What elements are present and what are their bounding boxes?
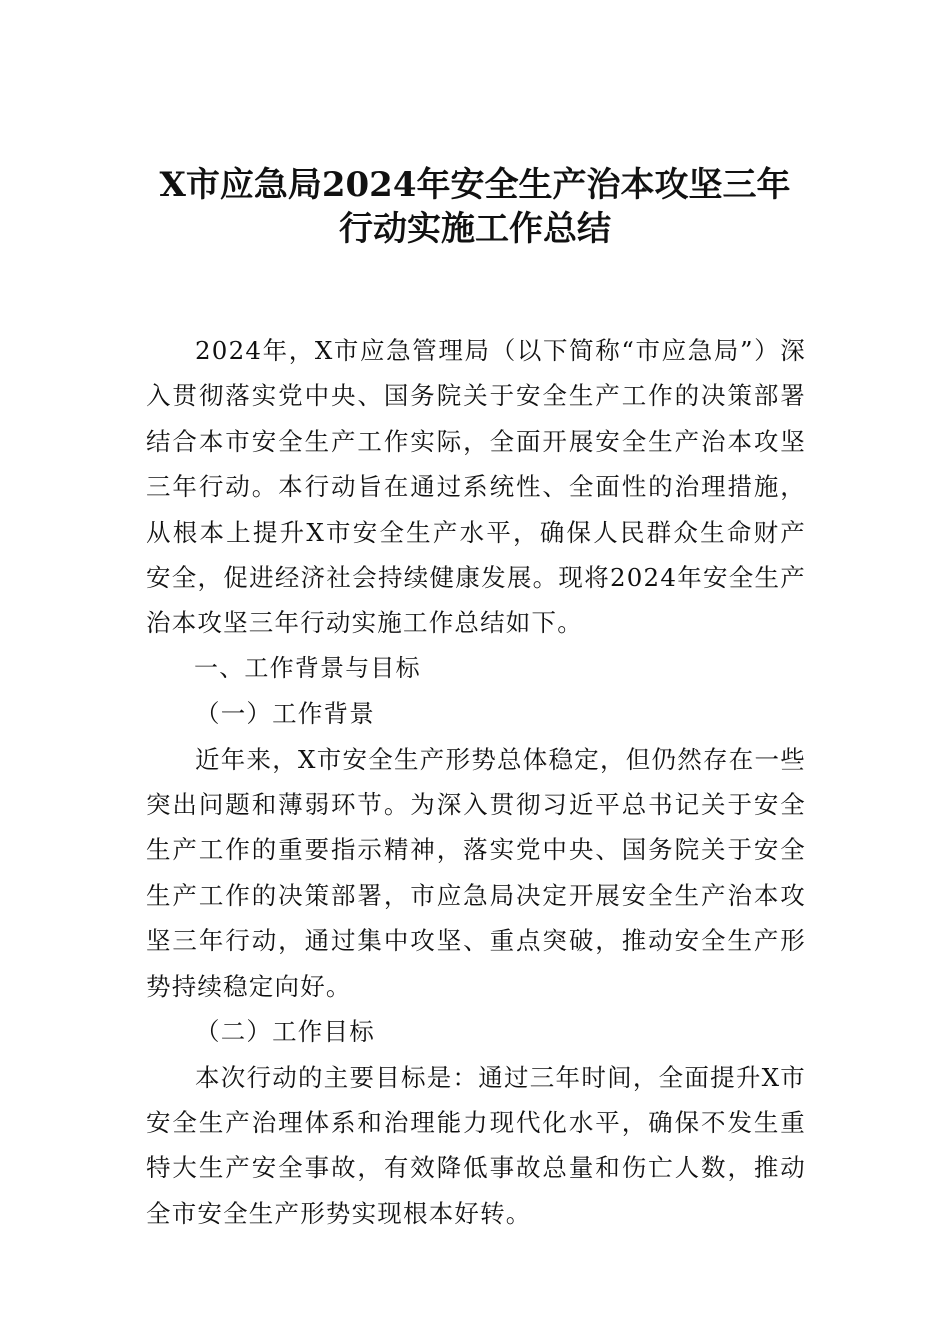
subsection-heading-background: （一）工作背景 [195,699,375,729]
subsection-heading-goals: （二）工作目标 [195,1017,375,1047]
section-heading-background-goals: 一、工作背景与目标 [194,653,421,682]
document-title-line2: 行动实施工作总结 [339,209,611,249]
document-body [146,328,806,1236]
goals-paragraph: 本次行动的主要目标是：通过三年时间，全面提升X市安全生产治理体系和治理能力现代化水平，确保不发生重特大生产安全事故，有效降低事故总量和伤亡人数，推动全市安全生产形势实现根本好转。 [146,1062,806,1228]
background-paragraph: 近年来，X市安全生产形势总体稳定，但仍然存在一些突出问题和薄弱环节。为深入贯彻习近平总书记关于安全生产工作的重要指示精神，落实党中央、国务院关于安全生产工作的决策部署，市应急局决定开展安全生产治本攻坚三年行动，通过集中攻坚、重点突破，推动安全生产形势持续稳定向好。 [146,744,806,1001]
intro-paragraph: 2024年，X市应急管理局（以下简称“市应急局”）深入贯彻落实党中央、国务院关于安全生产工作的决策部署结合本市安全生产工作实际，全面开展安全生产治本攻坚三年行动。本行动旨在通过系统性、全面性的治理措施，从根本上提升X市安全生产水平，确保人民群众生命财产安全，促进经济社会持续健康发展。现将2024年安全生产治本攻坚三年行动实施工作总结如下。 [146,336,806,638]
document-title-line1: X市应急局2024年安全生产治本攻坚三年 [159,165,791,205]
